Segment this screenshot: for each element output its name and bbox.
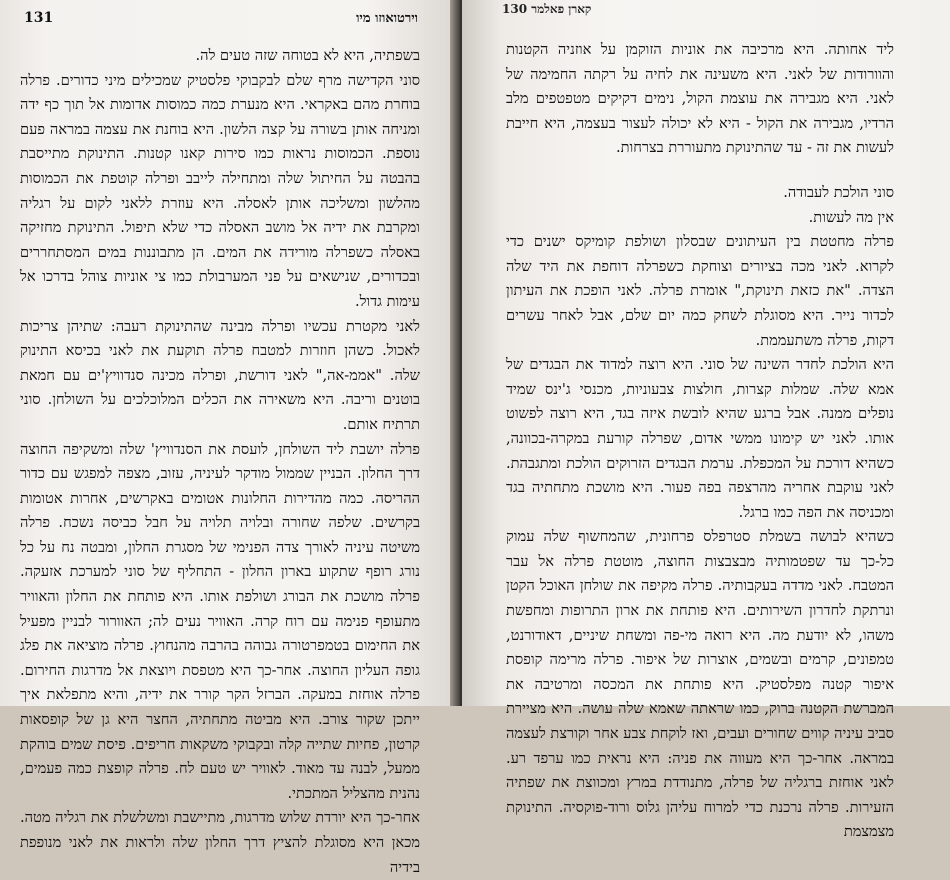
left-paragraph: אחר-כך היא יורדת שלוש מדרגות, מתיישבת ומשלשלת את רגליה מטה. מכאן היא מסוגלת להציץ דרך החלון שלה ולראות את לאני מנופפת בידיה: [20, 809, 420, 876]
right-paragraph: אין מה לעשות.: [808, 208, 894, 226]
right-paragraph: היא הולכת לחדר השינה של סוני. היא רוצה למדוד את הבגדים של אמא שלה. שמלות קצרות, חולצות צבעוניות, מכנסי ג'ינס שמיד נופלים ממנה. אבל ברגע שהיא לובשת איזה בגד, היא רוצה לפשוט אותו. לאני יש קימונו ממשי אדום, שפרלה קורעת במקרה-בכוונה, כשהיא דורכת על המכפלת. ערמת הבגדים הזרוקים הולכת ומתגבהת. לאני עוקבת אחריה מהרצפה בפה פעור. היא מושכת מתחתיה בגד ומכניסה את הפה כמו ברגל.: [506, 356, 894, 521]
left-page: [0, 0, 456, 876]
right-paragraph: פרלה מחטטת בין העיתונים שבסלון ושולפת קומיקס ישנים כדי לקרוא. לאני מכה בציורים וצוחקת כשפרלה דוחפת את היד שלה הצדה. "את כזאת תינוקת," אומרת פרלה. לאני הופכת את העיתון לכדור נייר. היא מסוגלת לשחק כמה יום שלם, אבל לאחר עשרים דקות, פרלה משתעממת.: [506, 233, 894, 349]
right-paragraph: כשהיא לבושה בשמלת סטרפלס פרחונית, שהמחשוף שלה עמוק כל-כך עד שפטמותיה מבצבצות החוצה, מוטטת פרלה אל עבר המטבח. לאני מדדה בעקבותיה. פרלה מקיפה את שולחן האוכל הקטן ונרתקת לחדרון השירותים. היא פותחת את ארון התרופות ומחפשת משהו, לא יודעת מה. היא רואה מי-פה ומשחת שיניים, דאודורנט, טמפונים, קרמים ובשמים, אוצרות של איפור. פרלה מרימה קופסת איפור קטנה מפלסטיק. היא פותחת את המכסה ומרטיבה את המברשת הקטנה ברוק, כמו שראתה שאמא שלה עושה. היא מציירת סביב עיניה קווים שחורים ועבים, ואז לוקחת צבע אחר וקורצת לעצמה במראה. אחר-כך היא מעווה את פניה: היא נראית כמו ערפד רע. לאני אוחזת ברגליה של פרלה, מתנודדת במרץ ומכווצת את שפתיה הזעירות. פרלה נרכנת כדי למרוח עליהן גלוס ורוד-פוקסיה. התינוקת מצמצמת: [506, 528, 894, 841]
right-page: [462, 0, 950, 841]
left-paragraph: פרלה יושבת ליד השולחן, לועסת את הסנדוויץ' שלה ומשקיפה החוצה דרך החלון. הבניין שממול מודקר לעיניה, עזוב, מצפה למפגש עם כדור ההריסה. כמה מהדירות החלונות אטומים באקרשים, אחרות אטומות בקרשים. שלפה שחורה ובלויה תלויה על חבל כביסה נשכח. פרלה משיטה עיניה לאורך צדה הפנימי של מסגרת החלון, ומבטה נח על כל נורג רופף שתקוע בארון החלון - התחליף של סוני למערכת אזעקה. פרלה מושכת את הבורג ושולפת אותו. היא פותחת את החלון והאוויר מתעופף פנימה עם רוח קרה. האוויר נעים לה; האוורור לבניין מפעיל את החימום בטמפרטורה גבוהה בהרבה מהנחוץ. פרלה מוציאה את פלג גופה העליון החוצה. אחר-כך היא מטפסת ויוצאת אל מדרגות החירום. פרלה אוחזת במעקה. הברזל הקר קורר את ידיה, והיא מתפלאת איך ייתכן שקור צורב. היא מביטה מתחתיה, החצר היא גן של קופסאות קרטון, פחיות שתייה קלה ובקבוקי משקאות חריפים. פיסת שמים בוהקת ממעל, לבנה עד מאוד. לאוויר יש טעם לח. פרלה קופצת כמה פעמים, נהנית מהצליל המתכתי.: [20, 440, 420, 802]
right-paragraph: ליד אחותה. היא מרכיבה את אוניות הזוקמן על אוזניה הקטנות והוורודות של לאני. היא משעינה את לחיה על רקתה החמימה של לאני. היא מגבירה את עוצמת הקול, נימים דקיקים מטפטפים מלב הרדיו, מגבירה את הקול - היא לא יכולה לעצור בעצמה, היא חייבת לעשות את זה - עד שהתינוקת מתעוררת בצרחות.: [506, 41, 894, 157]
right-paragraph: סוני הולכת לעבודה.: [783, 183, 894, 201]
paragraph-gap: [506, 161, 894, 181]
right-page-text: [506, 38, 894, 845]
left-paragraph: סוני הקדישה מרף שלם לבקבוקי פלסטיק שמכילים מיני כדורים. פרלה בוחרת מהם באקראי. היא מנערת כמה כמוסות אדומות אל תוך כף ידה ומניחה אותן בשורה על קצה הלשון. היא בוחנת את עצמה במראה פעם נוספת. הכמוסות נראות כמו סירות קאנו קטנות. התינוקת מתייסבת בהבטה על החיתול שלה ומתחילה לייבב ופרלה קוטפת את הכמוסות מהלשון ומשליכה אותן לאסלה. היא עוזרת ללאני לקום על רגליה ומקרבת את ידיה אל מושב האסלה כדי שלא תיפול. התינוקת מחזיקה באסלה כשפרלה מורידה את המים. הן מתבוננות במים המסתחררים ובכדורים, שנישאים על פני המערבולת כמו צי אוניות צוהל בדרכו אל עימות גדול.: [20, 71, 420, 310]
left-running-header: וירטואוזו מיו: [356, 11, 418, 26]
left-paragraph: בשפתיה, היא לא בטוחה שזה טעים לה.: [195, 47, 420, 64]
left-paragraph: לאני מקטרת עכשיו ופרלה מבינה שהתינוקת רעבה: שתיהן צריכות לאכול. כשהן חוזרות למטבח פרלה תוקעת את לאני בכיסא התינוק שלה. "אממ-אה," לאני דורשת, ופרלה מכינה סנדוויץ'ים עם חמאת בוטנים וריבה. היא משאירה את הכלים המלוכלכים על השולחן. סוני תרתיח אותם.: [20, 317, 420, 433]
left-page-text: [20, 44, 420, 880]
left-page-number: 131: [24, 10, 54, 26]
right-running-header: קארן פאלמר 130: [502, 2, 592, 16]
